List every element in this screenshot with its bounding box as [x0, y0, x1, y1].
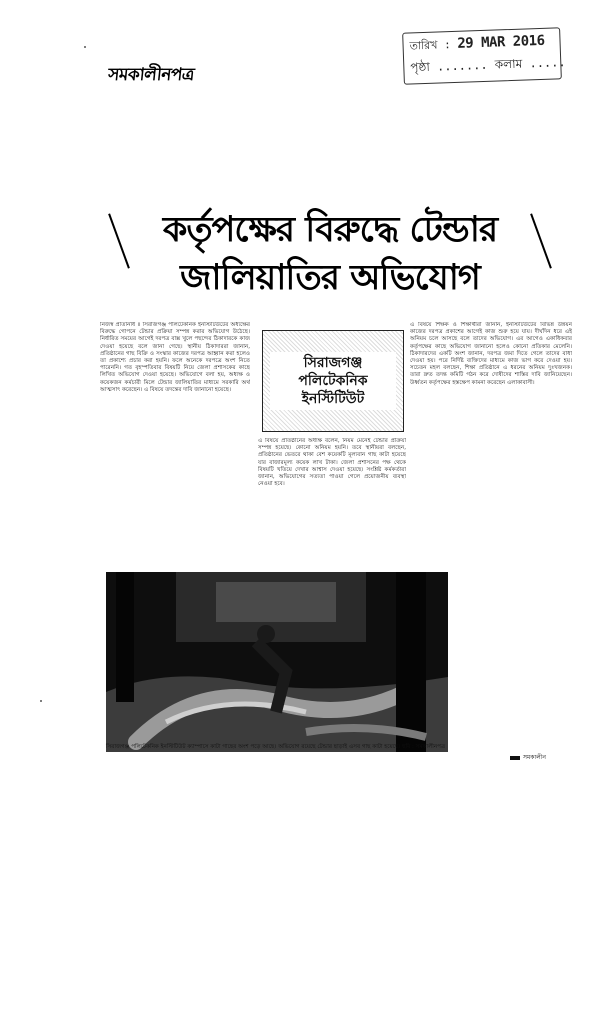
- article-column-3: [410, 322, 572, 584]
- column-2-text: এ বিষয়ে প্রতিষ্ঠানের অধ্যক্ষ বলেন, নিয়ম মেনেই টেন্ডার প্রক্রিয়া সম্পন্ন হয়েছে। কোনো অনিয়ম হয়নি। তবে স্থানীয়রা বলছেন, প্রতিষ্ঠানের ভেতরে থাকা বেশ কয়েকটি মূল্যবান গাছ কাটা হয়েছে যার বাজারমূল্য কয়েক লাখ টাকা। জেলা প্রশাসনের পক্ষ থেকে বিষয়টি খতিয়ে দেখার আশ্বাস দেওয়া হয়েছে। সংশ্লিষ্ট কর্মকর্তারা জানান, অভিযোগের সত্যতা পাওয়া গেলে প্রয়োজনীয় ব্যবস্থা নেওয়া হবে।: [258, 438, 406, 488]
- felled-tree-photo: [106, 572, 448, 752]
- stamp-page-line: পৃষ্ঠা ....... কলাম .....: [410, 55, 566, 75]
- article-photo: [106, 572, 448, 752]
- kicker-box: [262, 330, 404, 432]
- kicker-label: সিরাজগঞ্জ পলিটেকনিক ইনস্টিটিউট: [270, 352, 396, 410]
- date-stamp: [402, 27, 566, 84]
- stamp-date-prefix: তারিখ :: [409, 38, 451, 53]
- article-column-2: [258, 438, 406, 570]
- photo-credit: সমকালীন: [510, 752, 546, 763]
- stamp-date: 29 MAR 2016: [457, 32, 545, 52]
- article-column-1: [100, 322, 250, 572]
- headline-line-2: জালিয়াতির অভিযোগ: [180, 256, 480, 298]
- column-3-text: এ বিষয়ে শিক্ষক ও শিক্ষার্থীরা জানান, ইনস্টিটিউটের বিভিন্ন উন্নয়ন কাজের দরপত্র প্রকাশের আগেই কাজ শুরু হয়ে যায়। দীর্ঘদিন ধরে এই অনিয়ম চলে আসছে বলে তাদের অভিযোগ। এর আগেও একাধিকবার কর্তৃপক্ষের কাছে অভিযোগ জানানো হলেও কোনো প্রতিকার মেলেনি। ঠিকাদারদের একটি অংশ জানান, দরপত্র জমা দিতে গেলে তাদের বাধা দেওয়া হয়। পরে নির্দিষ্ট ব্যক্তিদের মাধ্যমে কাজ ভাগ করে দেওয়া হয়। সচেতন মহল বলছেন, শিক্ষা প্রতিষ্ঠানে এ ধরনের অনিয়ম দুঃখজনক। তারা দ্রুত তদন্ত কমিটি গঠন করে দোষীদের শাস্তির দাবি জানিয়েছেন। উর্ধ্বতন কর্তৃপক্ষের হস্তক্ষেপ কামনা করেছেন এলাকাবাসী।: [410, 322, 572, 386]
- headline-line-1: কর্তৃপক্ষের বিরুদ্ধে টেন্ডার: [162, 209, 498, 250]
- column-1-text: নিজস্ব প্রতিনিধি ॥ সিরাজগঞ্জ পলিটেকনিক ইনস্টিটিউটের অধ্যক্ষের বিরুদ্ধে গোপনে টেন্ডার প্রক্রিয়া সম্পন্ন করার অভিযোগ উঠেছে। নির্ধারিত সময়ের আগেই দরপত্র বাক্স খুলে পছন্দের ঠিকাদারকে কাজ দেওয়া হয়েছে বলে জানা গেছে। স্থানীয় ঠিকাদাররা জানান, প্রতিষ্ঠানের গাছ বিক্রি ও সংস্কার কাজের দরপত্র আহ্বান করা হলেও তা প্রকাশ্যে প্রচার করা হয়নি। ফলে অনেকে দরপত্রে অংশ নিতে পারেননি। গত বৃহস্পতিবার বিষয়টি নিয়ে জেলা প্রশাসকের কাছে লিখিত অভিযোগ দেওয়া হয়েছে। অভিযোগে বলা হয়, অধ্যক্ষ ও কয়েকজন কর্মচারী মিলে টেন্ডার জালিয়াতির মাধ্যমে সরকারি অর্থ আত্মসাৎ করেছেন। এ বিষয়ে তদন্তের দাবি জানানো হয়েছে।: [100, 322, 250, 393]
- article-headline: [110, 208, 550, 300]
- photo-caption: সিরাজগঞ্জ পলিটেকনিক ইনস্টিটিউট ক্যাম্পাসে কাটা গাছের অংশ পড়ে আছে। অভিযোগ রয়েছে টেন্ডার ছাড়াই এসব গাছ কাটা হয়েছে। ছবি : সমকালীনপত্র: [106, 744, 446, 750]
- masthead-logo: সমকালীনপত্র: [107, 65, 195, 85]
- scan-speck: [40, 700, 42, 702]
- stamp-date-row: [409, 33, 545, 57]
- scan-speck: [84, 46, 86, 48]
